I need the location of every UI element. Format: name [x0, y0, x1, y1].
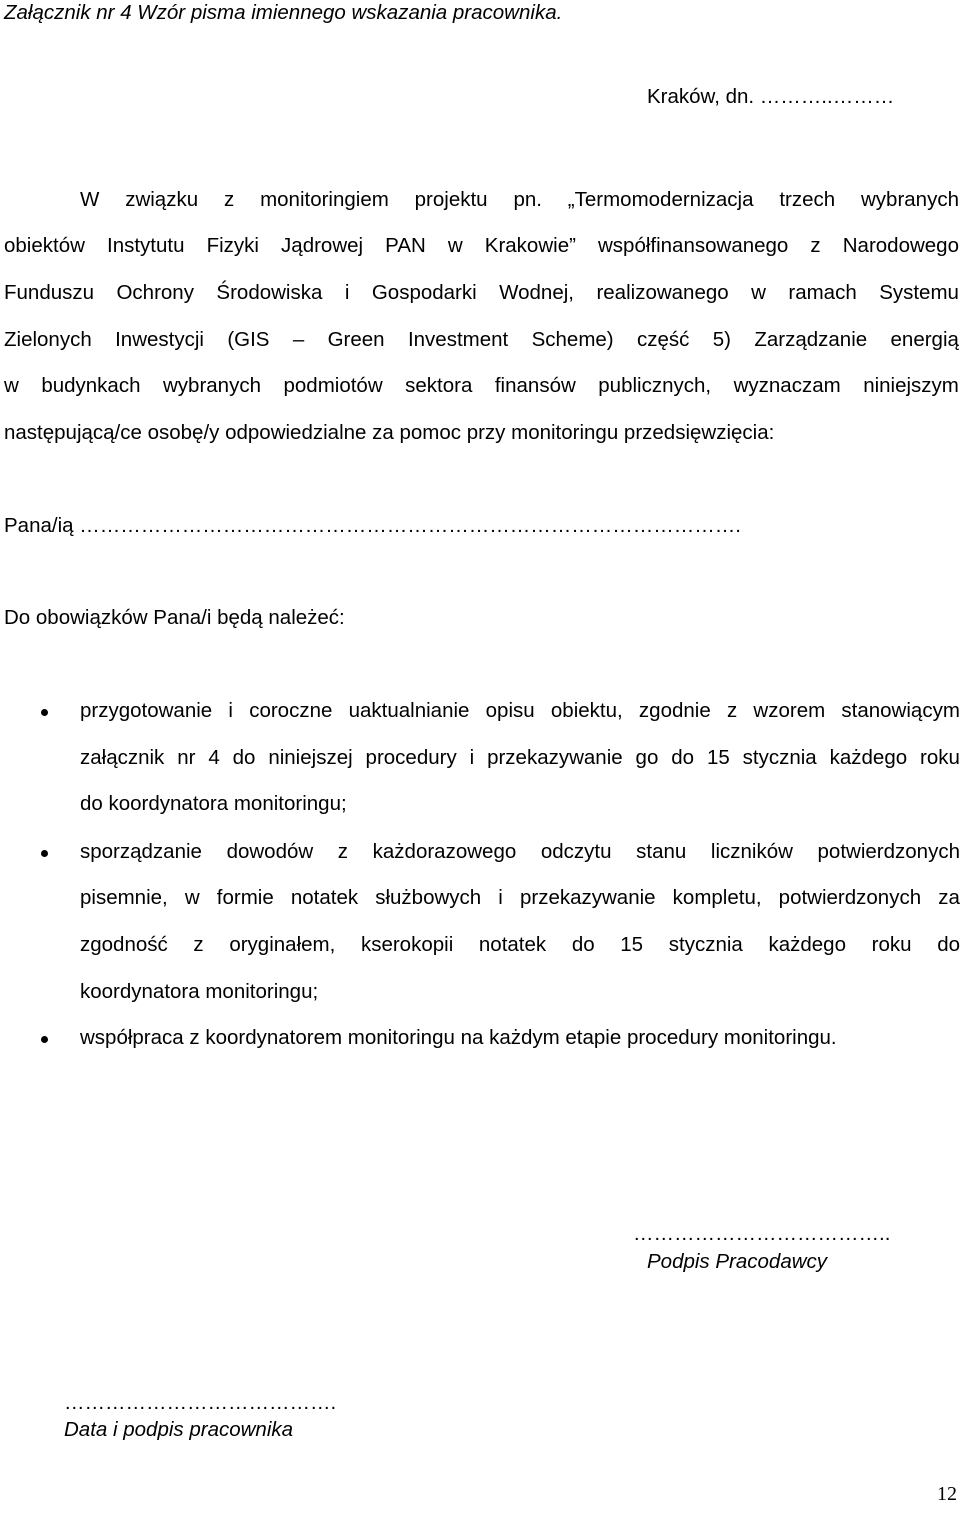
employer-signature-dots: ……………………………….. [633, 1222, 891, 1245]
employee-signature-label: Data i podpis pracownika [64, 1418, 294, 1441]
bullet-icon [41, 1036, 48, 1043]
place-date: Kraków, dn. ………..……… [647, 85, 895, 108]
page-number: 12 [937, 1483, 957, 1505]
duty-item-line: sporządzanie dowodów z każdorazowego odczytu stanu liczników potwierdzonych [80, 840, 960, 863]
duty-item-line: współpraca z koordynatorem monitoringu na każdym etapie procedury monitoringu. [80, 1026, 837, 1049]
paragraph-line: w budynkach wybranych podmiotów sektora finansów publicznych, wyznaczam niniejszym [4, 374, 959, 397]
paragraph-line: Funduszu Ochrony Środowiska i Gospodarki Wodnej, realizowanego w ramach Systemu [4, 281, 959, 304]
attachment-title: Załącznik nr 4 Wzór pisma imiennego wskazania pracownika. [4, 1, 563, 24]
duty-item-line: koordynatora monitoringu; [80, 980, 319, 1003]
employee-signature-dots: …………………………………. [64, 1391, 337, 1414]
bullet-icon [41, 709, 48, 716]
duty-item-line: zgodność z oryginałem, kserokopii notatek do 15 stycznia każdego roku do [80, 933, 960, 956]
duty-item-line: do koordynatora monitoringu; [80, 792, 347, 815]
duty-item-line: załącznik nr 4 do niniejszej procedury i przekazywanie go do 15 stycznia każdego roku [80, 746, 960, 769]
duty-item-line: pisemnie, w formie notatek służbowych i przekazywanie kompletu, potwierdzonych za [80, 886, 960, 909]
person-line: Pana/ią ……………………………………………………………………………………. [4, 514, 741, 537]
employer-signature-label: Podpis Pracodawcy [647, 1250, 828, 1273]
paragraph-line: W związku z monitoringiem projektu pn. „Termomodernizacja trzech wybranych [80, 188, 959, 211]
duties-intro: Do obowiązków Pana/i będą należeć: [4, 606, 345, 629]
bullet-icon [41, 850, 48, 857]
duty-item-line: przygotowanie i coroczne uaktualnianie opisu obiektu, zgodnie z wzorem stanowiącym [80, 699, 960, 722]
paragraph-line: następującą/ce osobę/y odpowiedzialne za pomoc przy monitoringu przedsięwzięcia: [4, 421, 775, 444]
paragraph-line: obiektów Instytutu Fizyki Jądrowej PAN w Krakowie” współfinansowanego z Narodowego [4, 234, 959, 257]
paragraph-line: Zielonych Inwestycji (GIS – Green Investment Scheme) część 5) Zarządzanie energią [4, 328, 959, 351]
